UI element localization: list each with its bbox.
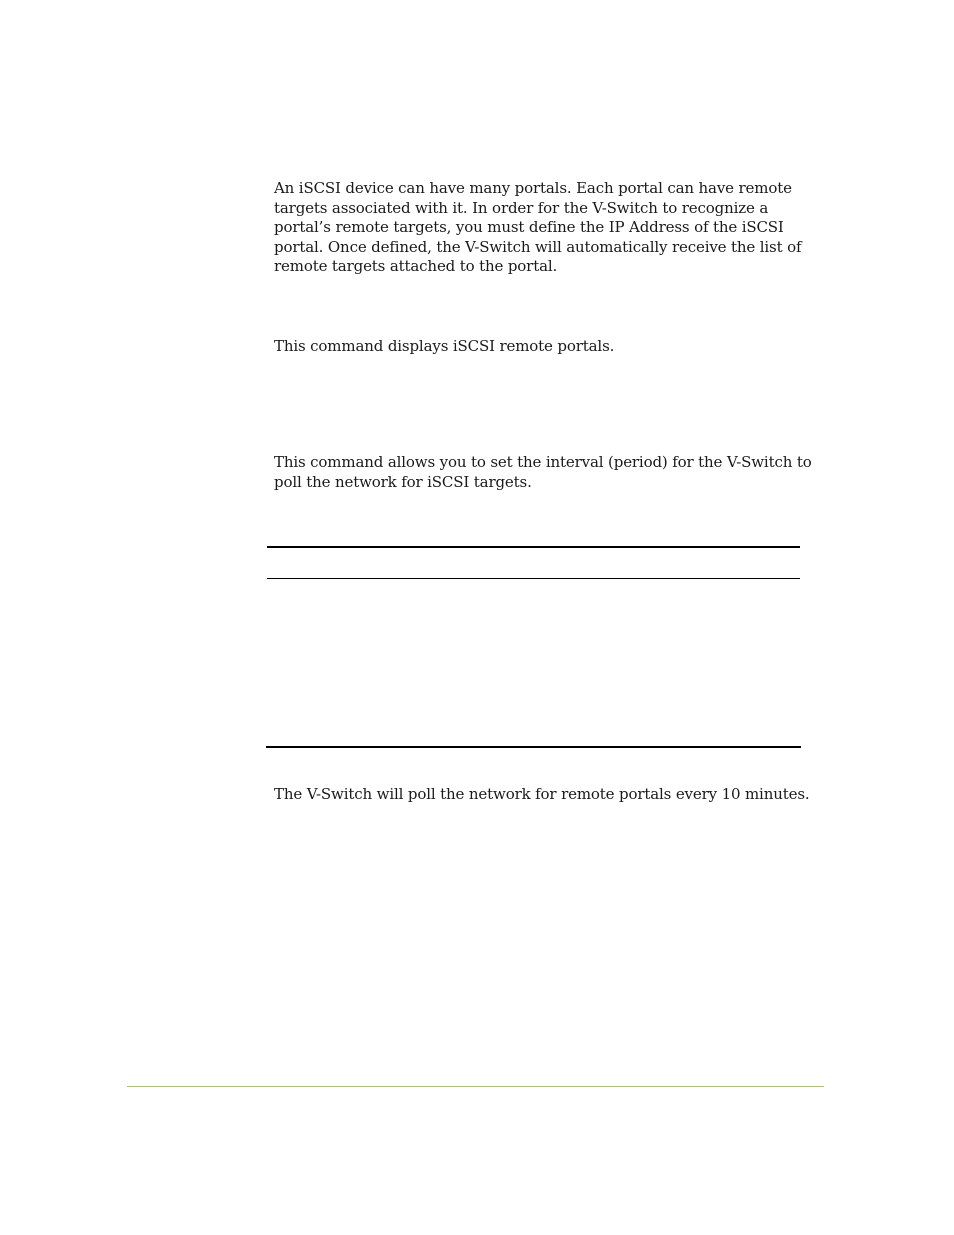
table-bottom-rule xyxy=(266,746,801,748)
intro-paragraph: An iSCSI device can have many portals. Each portal can have remote targets associated with it. In order for the V-Switch to recognize a portal’s remote targets, you must define the IP Address of the iSCSI portal. Once defined, the V-Switch will automatically receive the list of remote targets attached to the portal. xyxy=(274,179,802,275)
show-command-description: This command displays iSCSI remote portals. xyxy=(274,337,615,355)
default-interval-note: The V-Switch will poll the network for remote portals every 10 minutes. xyxy=(274,785,810,803)
footer-divider xyxy=(127,1086,824,1087)
interval-command-description: This command allows you to set the interval (period) for the V-Switch to poll the network for iSCSI targets. xyxy=(274,453,812,491)
table-top-rule xyxy=(267,546,800,548)
table-header-rule xyxy=(267,578,800,579)
